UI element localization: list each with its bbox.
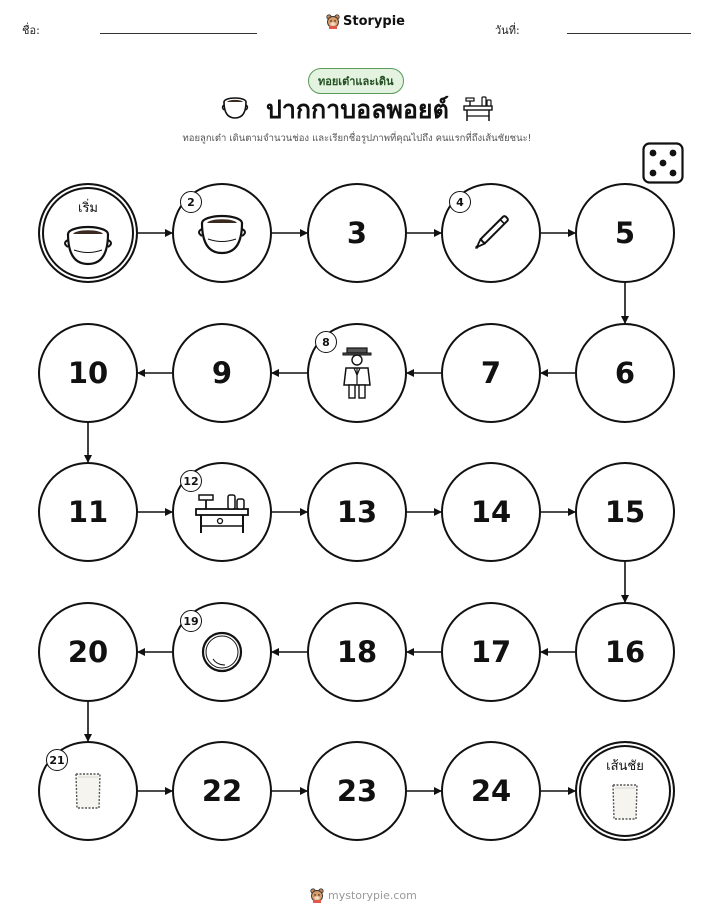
brand-name: Storypie [343, 14, 405, 29]
board-space-17[interactable] [441, 602, 541, 702]
space-number: 14 [470, 495, 512, 529]
ring-icon [199, 629, 245, 675]
footer-url[interactable]: mystorypie.com [328, 889, 417, 902]
paper-icon [73, 771, 103, 811]
space-number-badge: 4 [449, 191, 471, 213]
board-space-8[interactable] [307, 323, 407, 423]
pot-icon [62, 222, 114, 266]
page-title: ปากกาบอลพอยต์ [266, 95, 449, 124]
space-number: 10 [67, 356, 109, 390]
space-number-badge: 12 [180, 470, 202, 492]
board-space-5[interactable] [575, 183, 675, 283]
space-number: 18 [336, 635, 378, 669]
board-space-18[interactable] [307, 602, 407, 702]
board-space-20[interactable] [38, 602, 138, 702]
man-in-suit-icon [340, 345, 374, 401]
board-space-22[interactable] [172, 741, 272, 841]
board-space-24[interactable] [441, 741, 541, 841]
board-space-10[interactable] [38, 323, 138, 423]
space-number: 16 [604, 635, 646, 669]
board-space-12[interactable] [172, 462, 272, 562]
game-type-badge: ทอยเต๋าและเดิน [308, 68, 404, 94]
space-number: 13 [336, 495, 378, 529]
start-space[interactable] [38, 183, 138, 283]
space-number: 22 [201, 774, 243, 808]
pen-icon [469, 211, 513, 255]
board-space-11[interactable] [38, 462, 138, 562]
board-space-2[interactable] [172, 183, 272, 283]
finish-label: เส้นชัย [606, 759, 644, 774]
space-number: 17 [470, 635, 512, 669]
pot-icon [196, 211, 248, 255]
footer [310, 888, 417, 903]
bear-icon [310, 888, 324, 903]
space-number: 15 [604, 495, 646, 529]
board-space-9[interactable] [172, 323, 272, 423]
space-number: 7 [480, 356, 502, 390]
paper-icon [610, 782, 640, 822]
board-space-6[interactable] [575, 323, 675, 423]
space-number-badge: 2 [180, 191, 202, 213]
space-number: 24 [470, 774, 512, 808]
space-number: 20 [67, 635, 109, 669]
board-space-13[interactable] [307, 462, 407, 562]
workbench-icon [192, 489, 252, 535]
space-number: 23 [336, 774, 378, 808]
board-space-7[interactable] [441, 323, 541, 423]
board-space-23[interactable] [307, 741, 407, 841]
finish-space[interactable] [575, 741, 675, 841]
date-label: วันที่: [495, 24, 520, 37]
start-label: เริ่ม [78, 201, 98, 216]
board-space-15[interactable] [575, 462, 675, 562]
space-number-badge: 8 [315, 331, 337, 353]
instructions: ทอยลูกเต๋า เดินตามจำนวนช่อง และเรียกชื่อรูปภาพที่คุณไปถึง คนแรกที่ถึงเส้นชัยชนะ! [182, 133, 532, 144]
board-space-14[interactable] [441, 462, 541, 562]
space-number: 6 [614, 356, 636, 390]
space-number-badge: 19 [180, 610, 202, 632]
board-space-3[interactable] [307, 183, 407, 283]
space-number-badge: 21 [46, 749, 68, 771]
board-space-4[interactable] [441, 183, 541, 283]
space-number: 11 [67, 495, 109, 529]
board-space-21[interactable] [38, 741, 138, 841]
space-number: 5 [614, 216, 636, 250]
space-number: 9 [211, 356, 233, 390]
board-space-19[interactable] [172, 602, 272, 702]
space-number: 3 [346, 216, 368, 250]
name-label: ชื่อ: [22, 24, 40, 37]
board-space-16[interactable] [575, 602, 675, 702]
